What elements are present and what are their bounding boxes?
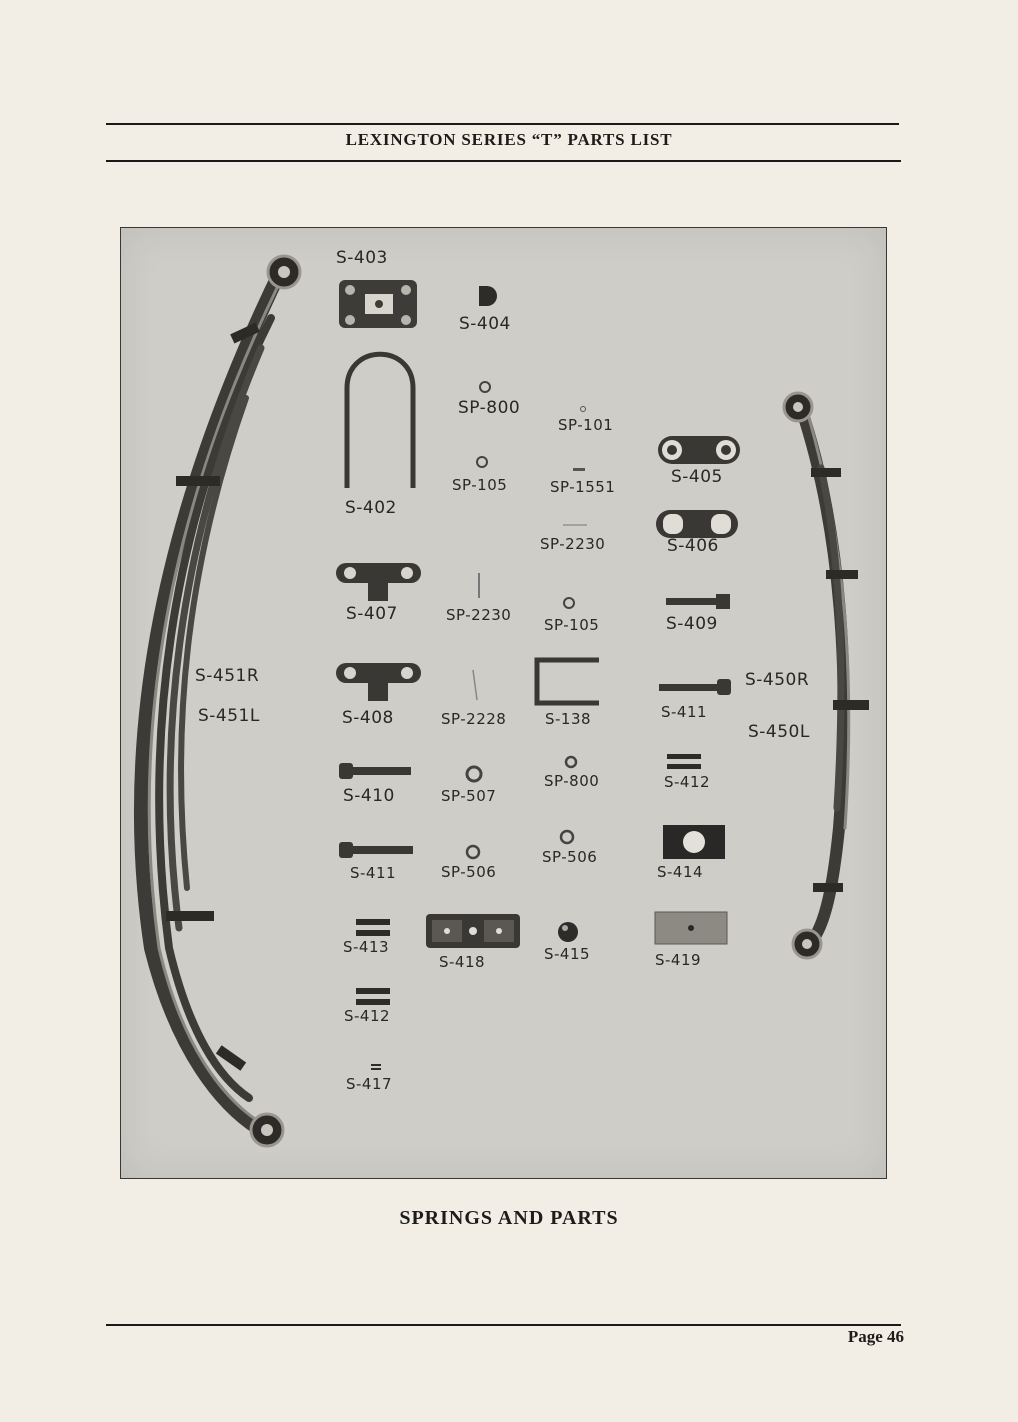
sp506-nut-icon <box>467 846 479 858</box>
springs-photo-panel <box>120 227 887 1179</box>
label-s411-left: S-411 <box>350 864 397 882</box>
s412-shim-icon-2 <box>356 988 390 1005</box>
s410-bolt-icon <box>339 763 411 779</box>
label-s414: S-414 <box>657 863 704 881</box>
label-s450l: S-450L <box>748 722 810 742</box>
label-sp2230-right: SP-2230 <box>540 535 606 553</box>
label-s450r: S-450R <box>745 670 810 690</box>
sp105-washer-icon-2 <box>564 598 574 608</box>
label-sp507: SP-507 <box>441 787 497 805</box>
sp101-washer-icon <box>581 407 586 412</box>
sp800-washer-icon <box>480 382 490 392</box>
label-s419: S-419 <box>655 951 702 969</box>
figure-caption: SPRINGS AND PARTS <box>399 1207 619 1229</box>
label-sp506-left: SP-506 <box>441 863 497 881</box>
springs-parts-illustration <box>121 228 886 1178</box>
s403-spring-seat-icon <box>339 280 417 328</box>
s408-bracket-icon <box>336 663 421 701</box>
label-s138: S-138 <box>545 710 592 728</box>
label-sp2230-center: SP-2230 <box>446 606 512 624</box>
s419-plate-icon <box>655 912 727 944</box>
s411-bolt-icon <box>659 679 731 695</box>
label-s417: S-417 <box>346 1075 393 1093</box>
label-s408: S-408 <box>342 708 394 728</box>
label-s405: S-405 <box>671 467 723 487</box>
footer-rule <box>106 1324 901 1326</box>
label-s412-right: S-412 <box>664 773 711 791</box>
s411-bolt-icon-2 <box>339 842 413 858</box>
label-s451l: S-451L <box>198 706 260 726</box>
s407-bracket-icon <box>336 563 421 601</box>
label-s403: S-403 <box>336 248 388 268</box>
header-rule-top <box>106 123 899 125</box>
s415-cap-icon <box>558 922 578 942</box>
label-sp105-center: SP-105 <box>544 616 600 634</box>
s412-shim-icon <box>667 754 701 769</box>
s405-shackle-link-icon <box>658 436 740 464</box>
left-leaf-spring-icon <box>141 256 300 1146</box>
label-sp1551: SP-1551 <box>550 478 616 496</box>
s414-plate-icon <box>663 825 725 859</box>
s413-shim-icon <box>356 919 390 936</box>
s138-clip-icon <box>537 660 599 703</box>
label-sp105-top: SP-105 <box>452 476 508 494</box>
label-s413: S-413 <box>343 938 390 956</box>
label-s404: S-404 <box>459 314 511 334</box>
s417-shim-icon <box>371 1064 381 1070</box>
label-sp506-right: SP-506 <box>542 848 598 866</box>
page-header-title: LEXINGTON SERIES “T” PARTS LIST <box>345 130 673 149</box>
sp507-nut-icon <box>467 767 481 781</box>
label-s402: S-402 <box>345 498 397 518</box>
label-sp2228: SP-2228 <box>441 710 507 728</box>
s406-shackle-link-icon <box>656 510 738 538</box>
label-s407: S-407 <box>346 604 398 624</box>
label-s451r: S-451R <box>195 666 260 686</box>
label-s415: S-415 <box>544 945 591 963</box>
sp2228-cotter-pin-icon <box>473 670 477 700</box>
label-s418: S-418 <box>439 953 486 971</box>
label-s411-right: S-411 <box>661 703 708 721</box>
label-s410: S-410 <box>343 786 395 806</box>
label-s412-left: S-412 <box>344 1007 391 1025</box>
label-s409: S-409 <box>666 614 718 634</box>
sp1551-pin-icon <box>573 468 585 471</box>
label-s406: S-406 <box>667 536 719 556</box>
header-rule-bottom <box>106 160 901 162</box>
page-number: Page 46 <box>847 1327 904 1346</box>
s404-cap-icon <box>479 286 497 306</box>
label-sp800-center: SP-800 <box>544 772 600 790</box>
label-sp800-top: SP-800 <box>458 398 521 418</box>
sp506-nut-icon-2 <box>561 831 573 843</box>
sp105-washer-icon <box>477 457 487 467</box>
label-sp101: SP-101 <box>558 416 614 434</box>
s409-bolt-icon <box>666 594 730 609</box>
s418-plate-icon <box>426 914 520 948</box>
sp800-nut-icon <box>566 757 576 767</box>
s402-u-bolt-icon <box>347 354 413 488</box>
